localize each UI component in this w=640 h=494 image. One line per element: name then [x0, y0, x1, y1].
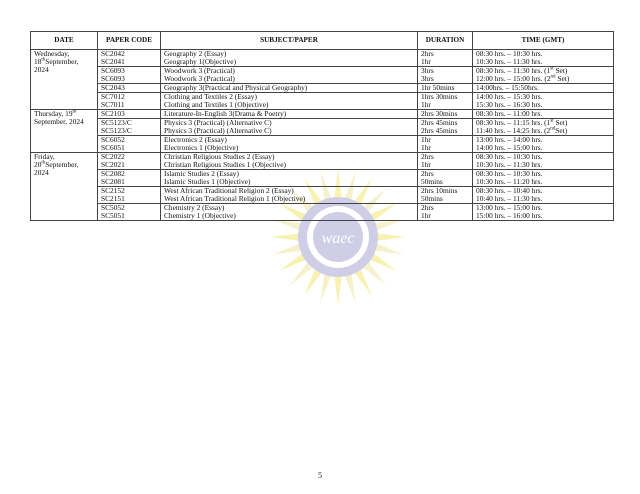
duration-cell: 2hrs 30mins [418, 110, 473, 119]
logo-ray [272, 219, 300, 230]
paper-code-cell: SC2152 SC2151 [98, 187, 161, 204]
table-row [31, 84, 614, 93]
logo-ray [376, 244, 404, 255]
table-row [31, 50, 614, 67]
date-cell: Wednesday, 18thSeptember, 2024 [31, 50, 98, 110]
time-cell: 08:30 hrs. – 10:30 hrs. 10:30 hrs. – 11:30 hrs. [473, 50, 614, 67]
paper-code-cell: SC2042 SC2041 [98, 50, 161, 67]
logo-ray [364, 263, 386, 285]
duration-cell: 3hrs 3hrs [418, 67, 473, 84]
duration-cell: 1hr 1hr [418, 136, 473, 153]
time-cell: 08:30 hrs. – 10:40 hrs. 10:40 hrs. – 11:30 hrs. [473, 187, 614, 204]
time-cell: 08:30 hrs. – 10:30 hrs. 10:30 hrs. – 11:20 hrs. [473, 170, 614, 187]
paper-code-cell: SC5052 SC5051 [98, 204, 161, 221]
duration-cell: 2hrs 1hr [418, 204, 473, 221]
time-cell: 13:00 hrs. – 14:00 hrs. 14:00 hrs. – 15:00 hrs. [473, 136, 614, 153]
header-duration: DURATION [418, 32, 473, 50]
subject-cell: Geography 2 (Essay) Geography 1(Objective) [161, 50, 418, 67]
date-cell: Thursday, 19th September, 2024 [31, 110, 98, 153]
table-row [31, 119, 614, 136]
logo-ray [376, 219, 404, 230]
subject-cell: Literature-In-English 3(Drama & Poetry) [161, 110, 418, 119]
logo-ray [334, 277, 341, 305]
paper-code-cell: SC2103 [98, 110, 161, 119]
exam-timetable [30, 31, 614, 221]
date-cell: Friday, 20thSeptember, 2024 [31, 153, 98, 221]
logo-text: waec [321, 230, 355, 247]
page-number: 5 [318, 471, 322, 480]
logo-ray [371, 254, 397, 271]
logo-ray [345, 275, 356, 303]
paper-code-cell: SC2043 [98, 84, 161, 93]
subject-cell: Electronics 2 (Essay) Electronics 1 (Objective) [161, 136, 418, 153]
duration-cell: 2hrs 10mins 50mins [418, 187, 473, 204]
table-row [31, 204, 614, 221]
duration-cell: 1hr 50mins [418, 84, 473, 93]
subject-cell: Christian Religious Studies 2 (Essay) Christian Religious Studies 1 (Objective) [161, 153, 418, 170]
paper-code-cell: SC5123/C SC5123/C [98, 119, 161, 136]
header-row [31, 32, 614, 50]
subject-cell: Woodwork 3 (Practical) Woodwork 3 (Practical) [161, 67, 418, 84]
header-time: TIME (GMT) [473, 32, 614, 50]
header-paper-code: PAPER CODE [98, 32, 161, 50]
time-cell: 08:30 hrs. – 11:30 hrs. (1st Set) 12:00 hrs. – 15:00 hrs. (2nd Set) [473, 67, 614, 84]
paper-code-cell: SC6093 SC6093 [98, 67, 161, 84]
logo-ray [279, 254, 305, 271]
subject-cell: Geography 3(Practical and Physical Geography) [161, 84, 418, 93]
table-row [31, 93, 614, 110]
table-row [31, 170, 614, 187]
logo-ray [355, 270, 372, 296]
subject-cell: Islamic Studies 2 (Essay) Islamic Studies 1 (Objective) [161, 170, 418, 187]
logo-ray [320, 275, 331, 303]
logo-ray [290, 263, 312, 285]
time-cell: 14:00 hrs. – 15:30 hrs. 15:30 hrs. – 16:30 hrs. [473, 93, 614, 110]
logo-ray [378, 233, 406, 240]
header-subject: SUBJECT/PAPER [161, 32, 418, 50]
logo-ray [270, 233, 298, 240]
paper-code-cell: SC2082 SC2081 [98, 170, 161, 187]
duration-cell: 2hrs 50mins [418, 170, 473, 187]
paper-code-cell: SC6052 SC6051 [98, 136, 161, 153]
time-cell: 14:00hrs. – 15:50hrs. [473, 84, 614, 93]
time-cell: 08:30 hrs. – 10:30 hrs. 10:30 hrs. – 11:30 hrs. [473, 153, 614, 170]
logo-ray [304, 270, 321, 296]
logo-ray [272, 244, 300, 255]
subject-cell: West African Traditional Religion 2 (Essay) West African Traditional Religion 1 (Objective) [161, 187, 418, 204]
subject-cell: Physics 3 (Practical) (Alternative C) Physics 3 (Practical) (Alternative C) [161, 119, 418, 136]
subject-cell: Clothing and Textiles 2 (Essay) Clothing and Textiles 1 (Objective) [161, 93, 418, 110]
table-row [31, 136, 614, 153]
paper-code-cell: SC7012 SC7011 [98, 93, 161, 110]
duration-cell: 1hrs 30mins 1hr [418, 93, 473, 110]
table-row [31, 187, 614, 204]
table-row [31, 67, 614, 84]
duration-cell: 2hrs 1hr [418, 153, 473, 170]
duration-cell: 2hrs 1hr [418, 50, 473, 67]
time-cell: 08:30 hrs. – 11:00 hrs. [473, 110, 614, 119]
header-date: DATE [31, 32, 98, 50]
time-cell: 13:00 hrs. – 15:00 hrs. 15:00 hrs. – 16:00 hrs. [473, 204, 614, 221]
table-row [31, 110, 614, 119]
paper-code-cell: SC2022 SC2021 [98, 153, 161, 170]
duration-cell: 2hrs 45mins 2hrs 45mins [418, 119, 473, 136]
subject-cell: Chemistry 2 (Essay) Chemistry 1 (Objective) [161, 204, 418, 221]
table-row [31, 153, 614, 170]
time-cell: 08:30 hrs. – 11:15 hrs. (1st Set) 11:40 hrs. – 14:25 hrs. (2ndSet) [473, 119, 614, 136]
